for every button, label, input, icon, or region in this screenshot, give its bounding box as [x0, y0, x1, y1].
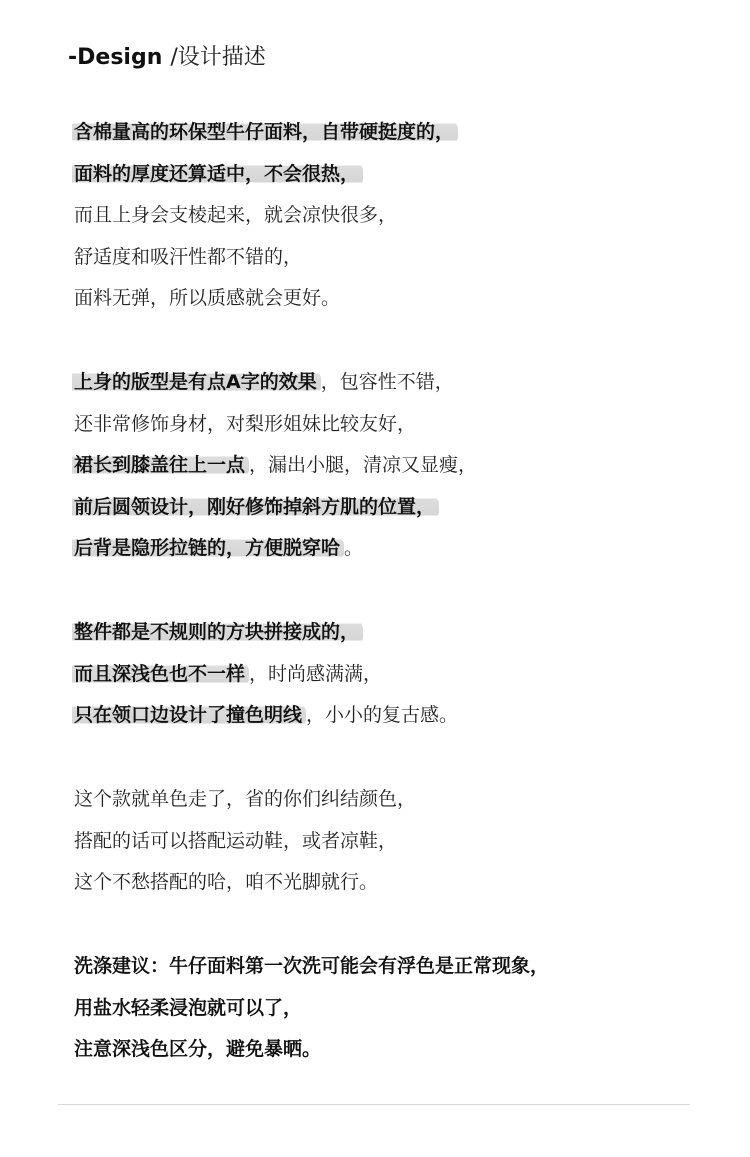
- paragraph-line: [74, 445, 477, 487]
- bold-text: 用盐水轻柔浸泡就可以了，: [74, 996, 303, 1019]
- paragraph-line: [74, 362, 477, 404]
- paragraph-line: [74, 654, 458, 696]
- paragraph-line: [74, 404, 477, 446]
- highlighted-text: 整件都是不规则的方块拼接成的，: [72, 621, 363, 643]
- highlighted-text: 面料的厚度还算适中，不会很热，: [72, 163, 363, 185]
- highlighted-text: 上身的版型是有点A字的效果: [72, 371, 321, 393]
- plain-text: 还非常修饰身材，对梨形姐妹比较友好，: [74, 412, 417, 435]
- paragraph-line: [74, 195, 458, 237]
- section-header: [68, 40, 266, 71]
- fabric-paragraph: [74, 112, 458, 320]
- bold-text: 注意深浅色区分，避免暴晒。: [74, 1038, 322, 1060]
- highlighted-text: 前后圆领设计，刚好修饰掉斜方肌的位置，: [72, 496, 439, 518]
- paragraph-line: [74, 237, 458, 279]
- paragraph-line: [74, 528, 477, 570]
- highlighted-text: 裙长到膝盖往上一点: [72, 454, 249, 476]
- plain-text: 。: [344, 537, 364, 559]
- plain-text: 这个不愁搭配的哈，咱不光脚就行。: [74, 871, 379, 893]
- paragraph-line: [74, 695, 458, 737]
- paragraph-line: [74, 154, 458, 196]
- paragraph-line: [74, 1029, 549, 1071]
- plain-text: ，时尚感满满，: [249, 662, 383, 685]
- paragraph-line: [74, 487, 477, 529]
- highlighted-text: 含棉量高的环保型牛仔面料，自带硬挺度的，: [72, 121, 458, 143]
- plain-text: 这个款就单色走了，省的你们纠结颜色，: [74, 788, 417, 810]
- plain-text: 舒适度和吸汗性都不错的，: [74, 245, 303, 268]
- plain-text: ，小小的复古感。: [306, 704, 459, 726]
- washing-paragraph: [74, 946, 549, 1071]
- styling-paragraph: [74, 779, 416, 904]
- plain-text: 而且上身会支棱起来，就会凉快很多，: [74, 204, 398, 226]
- plain-text: 搭配的话可以搭配运动鞋，或者凉鞋，: [74, 829, 398, 852]
- paragraph-line: [74, 946, 549, 988]
- bold-text: 洗涤建议：牛仔面料第一次洗可能会有浮色是正常现象，: [74, 955, 550, 977]
- paragraph-line: [74, 612, 458, 654]
- paragraph-line: [74, 862, 416, 904]
- plain-text: ，漏出小腿，清凉又显瘦，: [249, 454, 478, 476]
- highlighted-text: 只在领口边设计了撞色明线: [72, 704, 306, 726]
- patchwork-paragraph: [74, 612, 458, 737]
- plain-text: ，包容性不错，: [320, 371, 454, 393]
- header-title-zh: /设计描述: [170, 45, 266, 70]
- highlighted-text: 而且深浅色也不一样: [72, 663, 249, 685]
- highlighted-text: 后背是隐形拉链的，方便脱穿哈: [72, 537, 344, 559]
- fit-paragraph: [74, 362, 477, 570]
- bottom-divider: [58, 1104, 690, 1105]
- paragraph-line: [74, 278, 458, 320]
- paragraph-line: [74, 988, 549, 1030]
- paragraph-line: [74, 821, 416, 863]
- paragraph-line: [74, 112, 458, 154]
- plain-text: 面料无弹，所以质感就会更好。: [74, 287, 341, 309]
- paragraph-line: [74, 779, 416, 821]
- header-title-en: -Design: [68, 45, 163, 70]
